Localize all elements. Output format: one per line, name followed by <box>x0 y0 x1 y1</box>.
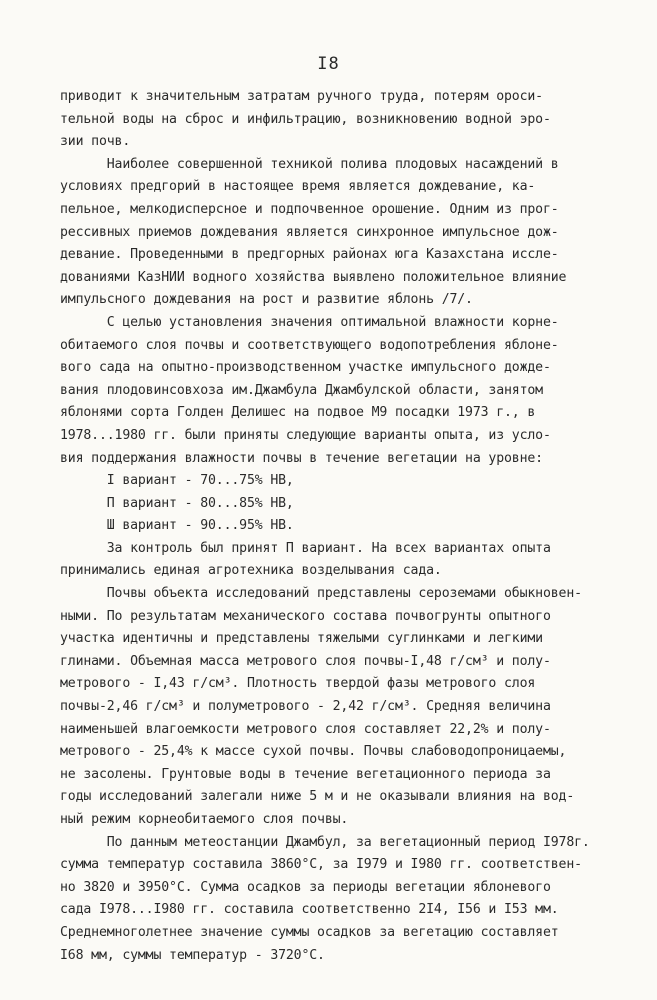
text-line: вия поддержания влажности почвы в течение вегетации на уровне: <box>60 450 543 466</box>
text-line: вого сада на опытно-производственном участке импульсного дожде- <box>60 360 551 376</box>
text-line: но 3820 и 3950°С. Сумма осадков за периоды вегетации яблоневого <box>60 879 551 895</box>
body-text <box>60 86 640 967</box>
text-line: приводит к значительным затратам ручного труда, потерям ороси- <box>60 89 543 104</box>
text-line: Ш вариант - 90...95% НВ. <box>60 518 294 534</box>
text-line: сада I978...I980 гг. составила соответственно 2I4, I56 и I53 мм. <box>60 902 559 918</box>
text-line: дованиями КазНИИ водного хозяйства выявлено положительное влияние <box>60 269 567 285</box>
text-line: импульсного дождевания на рост и развитие яблонь /7/. <box>60 292 473 308</box>
text-line: П вариант - 80...85% НВ, <box>60 495 294 511</box>
text-line: Среднемноголетнее значение суммы осадков за вегетацию составляет <box>60 924 559 940</box>
text-line: условиях предгорий в настоящее время является дождевание, ка- <box>60 179 536 195</box>
text-line: участка идентичны и представлены тяжелыми суглинками и легкими <box>60 631 543 647</box>
page-number: I8 <box>317 54 340 74</box>
text-line: яблонями сорта Голден Делишес на подвое М9 посадки 1973 г., в <box>60 405 536 421</box>
text-line: девание. Проведенными в предгорных районах юга Казахстана иссле- <box>60 247 559 263</box>
text-line: С целью установления значения оптимальной влажности корне- <box>60 314 559 330</box>
text-line: почвы-2,46 г/см³ и полуметрового - 2,42 г/см³. Средняя величина <box>60 699 551 715</box>
text-line: Почвы объекта исследований представлены сероземами обыкновен- <box>60 586 582 602</box>
text-line: ный режим корнеобитаемого слоя почвы. <box>60 812 349 827</box>
text-line: метрового - I,43 г/см³. Плотность твердой фазы метрового слоя <box>60 676 536 692</box>
text-line: тельной воды на сброс и инфильтрацию, возникновению водной эро- <box>60 111 551 127</box>
text-line: глинами. Объемная масса метрового слоя почвы-I,48 г/см³ и полу- <box>60 653 551 669</box>
text-line: ными. По результатам механического состава почвогрунты опытного <box>60 608 551 624</box>
text-line: пельное, мелкодисперсное и подпочвенное орошение. Одним из прог- <box>60 201 559 217</box>
text-line: вания плодовинсовхоза им.Джамбула Джамбулской области, занятом <box>60 382 543 398</box>
text-line: По данным метеостанции Джамбул, за вегетационный период I978г. <box>60 834 590 850</box>
text-line: 1978...1980 гг. были приняты следующие варианты опыта, из усло- <box>60 427 551 443</box>
text-line: принимались единая агротехника возделывания сада. <box>60 563 442 579</box>
text-line: сумма температур составила 3860°С, за I979 и I980 гг. соответствен- <box>60 857 582 873</box>
text-line: метрового - 25,4% к массе сухой почвы. Почвы слабоводопроницаемы, <box>60 744 567 760</box>
text-line: За контроль был принят П вариант. На всех вариантах опыта <box>60 540 551 556</box>
text-line: наименьшей влагоемкости метрового слоя составляет 22,2% и полу- <box>60 721 551 737</box>
text-line: не засолены. Грунтовые воды в течение вегетационного периода за <box>60 766 551 782</box>
text-line: I68 мм, суммы температур - 3720°С. <box>60 947 325 963</box>
text-line: годы исследований залегали ниже 5 м и не оказывали влияния на вод- <box>60 789 575 805</box>
text-line: рессивных приемов дождевания является синхронное импульсное дож- <box>60 224 559 240</box>
text-line: I вариант - 70...75% НВ, <box>60 473 294 489</box>
text-line: Наиболее совершенной техникой полива плодовых насаждений в <box>60 156 559 172</box>
text-line: обитаемого слоя почвы и соответствующего водопотребления яблоне- <box>60 337 559 353</box>
text-line: зии почв. <box>60 134 131 150</box>
